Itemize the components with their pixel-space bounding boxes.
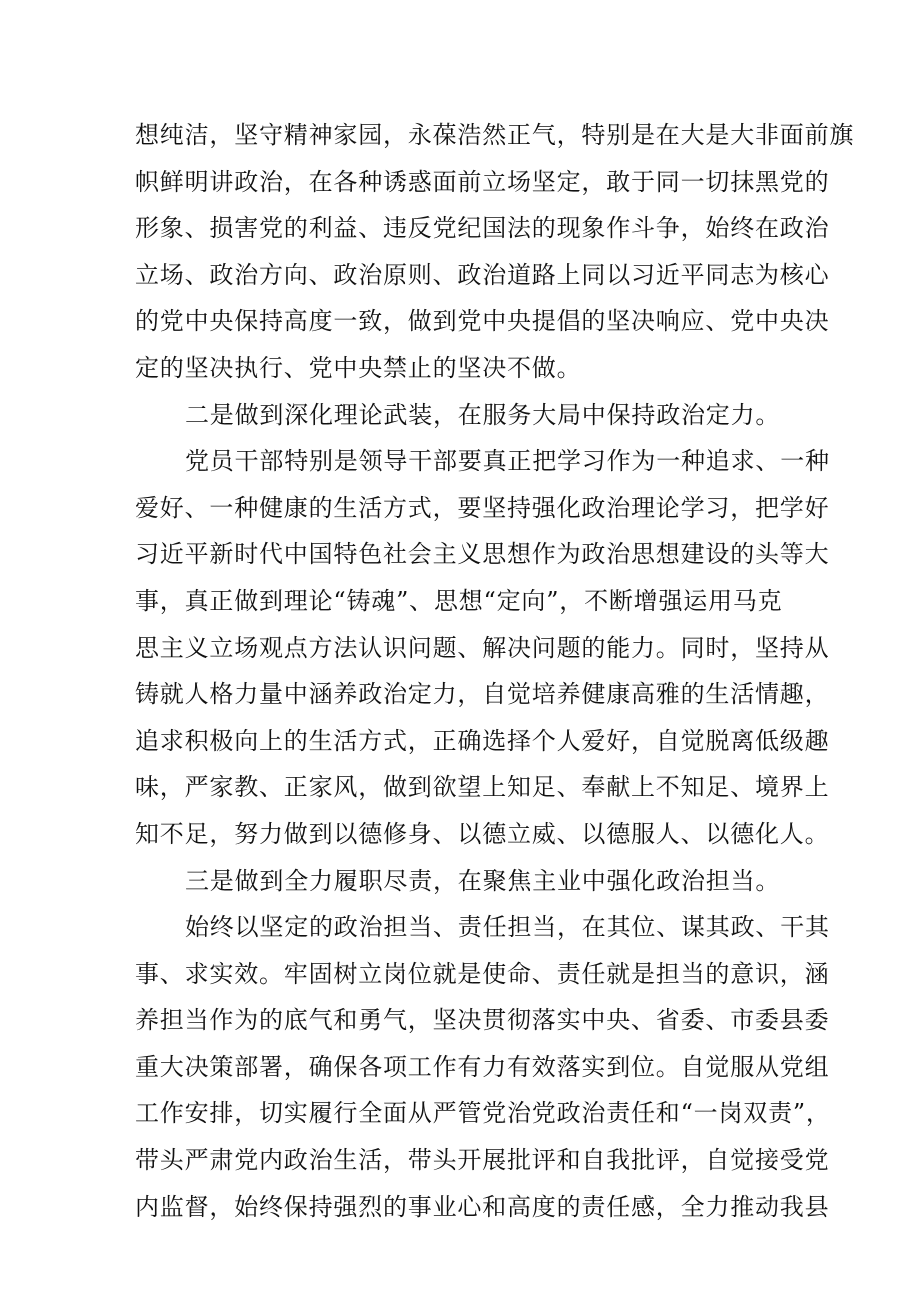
text-line: 追求积极向上的生活方式，正确选择个人爱好，自觉脱离低级趣: [135, 726, 830, 755]
text-line: 带头严肃党内政治生活，带头开展批评和自我批评，自觉接受党: [135, 1146, 830, 1175]
text-line: 知不足，努力做到以德修身、以德立威、以德服人、以德化人。: [135, 819, 830, 848]
document-body: [135, 112, 855, 1230]
text-line: 帜鲜明讲政治，在各种诱惑面前立场坚定，敢于同一切抹黑党的: [135, 167, 830, 196]
text-line: 党员干部特别是领导干部要真正把学习作为一种追求、一种: [185, 447, 830, 476]
text-line: 想纯洁，坚守精神家园，永葆浩然正气，特别是在大是大非面前旗: [135, 121, 855, 149]
text-line: 工作安排，切实履行全面从严管党治党政治责任和“一岗双责”，: [135, 1099, 831, 1128]
text-line: 养担当作为的底气和勇气，坚决贯彻落实中央、省委、市委县委: [135, 1006, 830, 1035]
text-line: 习近平新时代中国特色社会主义思想作为政治思想建设的头等大: [135, 540, 830, 569]
text-line: 爱好、一种健康的生活方式，要坚持强化政治理论学习，把学好: [135, 493, 830, 522]
text-line: 铸就人格力量中涵养政治定力，自觉培养健康高雅的生活情趣，: [135, 680, 830, 709]
text-line: 始终以坚定的政治担当、责任担当，在其位、谋其政、干其: [185, 913, 830, 942]
text-line: 定的坚决执行、党中央禁止的坚决不做。: [135, 353, 582, 382]
text-line: 重大决策部署，确保各项工作有力有效落实到位。自觉服从党组: [135, 1052, 830, 1081]
text-line: 事、求实效。牢固树立岗位就是使命、责任就是担当的意识，涵: [135, 959, 830, 988]
section-heading-2: 二是做到深化理论武装，在服务大局中保持政治定力。: [185, 400, 781, 429]
text-line: 立场、政治方向、政治原则、政治道路上同以习近平同志为核心: [135, 260, 830, 289]
text-line: 内监督，始终保持强烈的事业心和高度的责任感，全力推动我县: [135, 1192, 830, 1221]
paragraph-2: [135, 438, 830, 857]
text-line: 的党中央保持高度一致，做到党中央提倡的坚决响应、党中央决: [135, 307, 830, 336]
paragraph-3: [135, 904, 831, 1230]
paragraph-1: [135, 112, 855, 392]
text-line: 形象、损害党的利益、违反党纪国法的现象作斗争，始终在政治: [135, 214, 830, 243]
text-line: 味，严家教、正家风，做到欲望上知足、奉献上不知足、境界上: [135, 773, 830, 802]
text-line: 事，真正做到理论“铸魂”、思想“定向”，不断增强运用马克: [135, 586, 783, 615]
section-heading-3: 三是做到全力履职尽责，在聚焦主业中强化政治担当。: [185, 866, 781, 895]
text-line: 思主义立场观点方法认识问题、解决问题的能力。同时，坚持从: [135, 633, 830, 662]
